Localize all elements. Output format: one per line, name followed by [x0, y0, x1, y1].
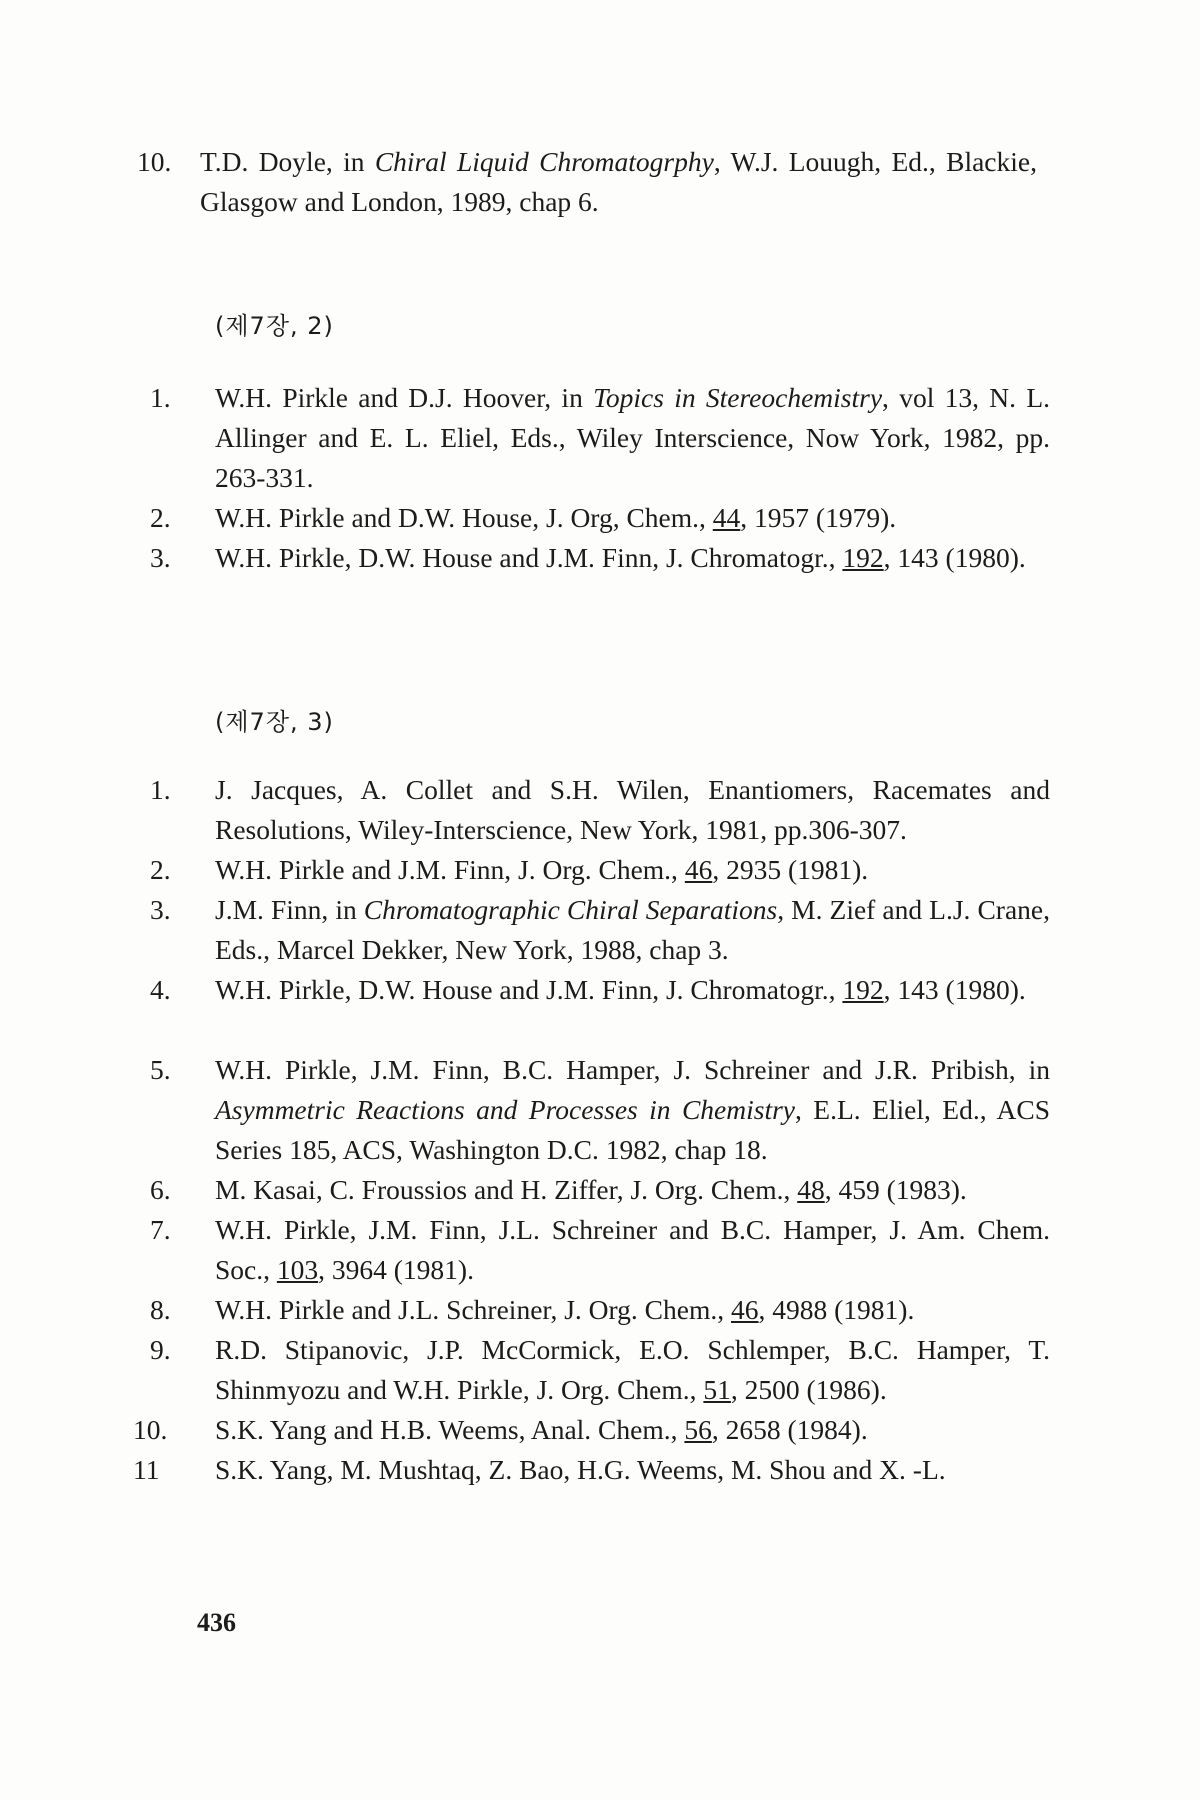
- section-heading: (제7장, 3): [215, 708, 334, 736]
- reference-number: 8.: [150, 1294, 171, 1325]
- reference-text: W.H. Pirkle and D.W. House, J. Org, Chem., 44, 1957 (1979).: [215, 502, 897, 533]
- reference-text: T.D. Doyle, in Chiral Liquid Chromatogrphy, W.J. Louugh, Ed., Blackie, Glasgow and London, 1989, chap 6.: [200, 146, 1037, 217]
- reference-item: [150, 498, 1050, 538]
- reference-item: [150, 970, 1050, 1010]
- reference-text: R.D. Stipanovic, J.P. McCormick, E.O. Schlemper, B.C. Hamper, T. Shinmyozu and W.H. Pirkle, J. Org. Chem., 51, 2500 (1986).: [215, 1334, 1050, 1405]
- reference-item: [150, 1050, 1050, 1170]
- reference-number: 1.: [150, 382, 171, 413]
- reference-item: [150, 1210, 1050, 1290]
- reference-text: W.H. Pirkle and J.L. Schreiner, J. Org. Chem., 46, 4988 (1981).: [215, 1294, 915, 1325]
- reference-number: 3.: [150, 542, 171, 573]
- reference-number: 2.: [150, 854, 171, 885]
- reference-item: [133, 1450, 1050, 1490]
- reference-item: [150, 1290, 1050, 1330]
- reference-text: W.H. Pirkle and D.J. Hoover, in Topics in Stereochemistry, vol 13, N. L. Allinger and E. L. Eliel, Eds., Wiley Interscience, Now York, 1982, pp. 263-331.: [215, 382, 1050, 493]
- reference-number: 5.: [150, 1054, 171, 1085]
- reference-number: 10.: [133, 1414, 168, 1445]
- reference-item: [150, 770, 1050, 850]
- reference-number: 3.: [150, 894, 171, 925]
- reference-number: 7.: [150, 1214, 171, 1245]
- reference-item: [150, 1330, 1050, 1410]
- reference-number: 11: [133, 1454, 160, 1485]
- reference-text: W.H. Pirkle, J.M. Finn, B.C. Hamper, J. Schreiner and J.R. Pribish, in Asymmetric Reactions and Processes in Chemistry, E.L. Eliel, Ed., ACS Series 185, ACS, Washington D.C. 1982, chap 18.: [215, 1054, 1050, 1165]
- reference-text: W.H. Pirkle, J.M. Finn, J.L. Schreiner and B.C. Hamper, J. Am. Chem. Soc., 103, 3964 (1981).: [215, 1214, 1050, 1285]
- reference-item: [150, 378, 1050, 498]
- reference-text: W.H. Pirkle, D.W. House and J.M. Finn, J. Chromatogr., 192, 143 (1980).: [215, 974, 1026, 1005]
- section-heading: (제7장, 2): [215, 312, 334, 340]
- reference-number: 1.: [150, 774, 171, 805]
- reference-item: [137, 142, 1037, 222]
- reference-text: S.K. Yang, M. Mushtaq, Z. Bao, H.G. Weems, M. Shou and X. -L.: [215, 1454, 946, 1485]
- reference-text: J. Jacques, A. Collet and S.H. Wilen, Enantiomers, Racemates and Resolutions, Wiley-Interscience, New York, 1981, pp.306-307.: [215, 774, 1050, 845]
- reference-number: 6.: [150, 1174, 171, 1205]
- reference-item: [150, 1170, 1050, 1210]
- reference-text: W.H. Pirkle and J.M. Finn, J. Org. Chem., 46, 2935 (1981).: [215, 854, 869, 885]
- reference-text: S.K. Yang and H.B. Weems, Anal. Chem., 56, 2658 (1984).: [215, 1414, 868, 1445]
- reference-item: [150, 890, 1050, 970]
- reference-number: 4.: [150, 974, 171, 1005]
- reference-item: [133, 1410, 1050, 1450]
- reference-text: M. Kasai, C. Froussios and H. Ziffer, J. Org. Chem., 48, 459 (1983).: [215, 1174, 967, 1205]
- page-number: 436: [197, 1608, 236, 1637]
- reference-item: [150, 538, 1050, 578]
- reference-text: J.M. Finn, in Chromatographic Chiral Separations, M. Zief and L.J. Crane, Eds., Marcel Dekker, New York, 1988, chap 3.: [215, 894, 1050, 965]
- reference-number: 9.: [150, 1334, 171, 1365]
- reference-item: [150, 850, 1050, 890]
- reference-number: 10.: [137, 146, 172, 177]
- reference-number: 2.: [150, 502, 171, 533]
- reference-text: W.H. Pirkle, D.W. House and J.M. Finn, J. Chromatogr., 192, 143 (1980).: [215, 542, 1026, 573]
